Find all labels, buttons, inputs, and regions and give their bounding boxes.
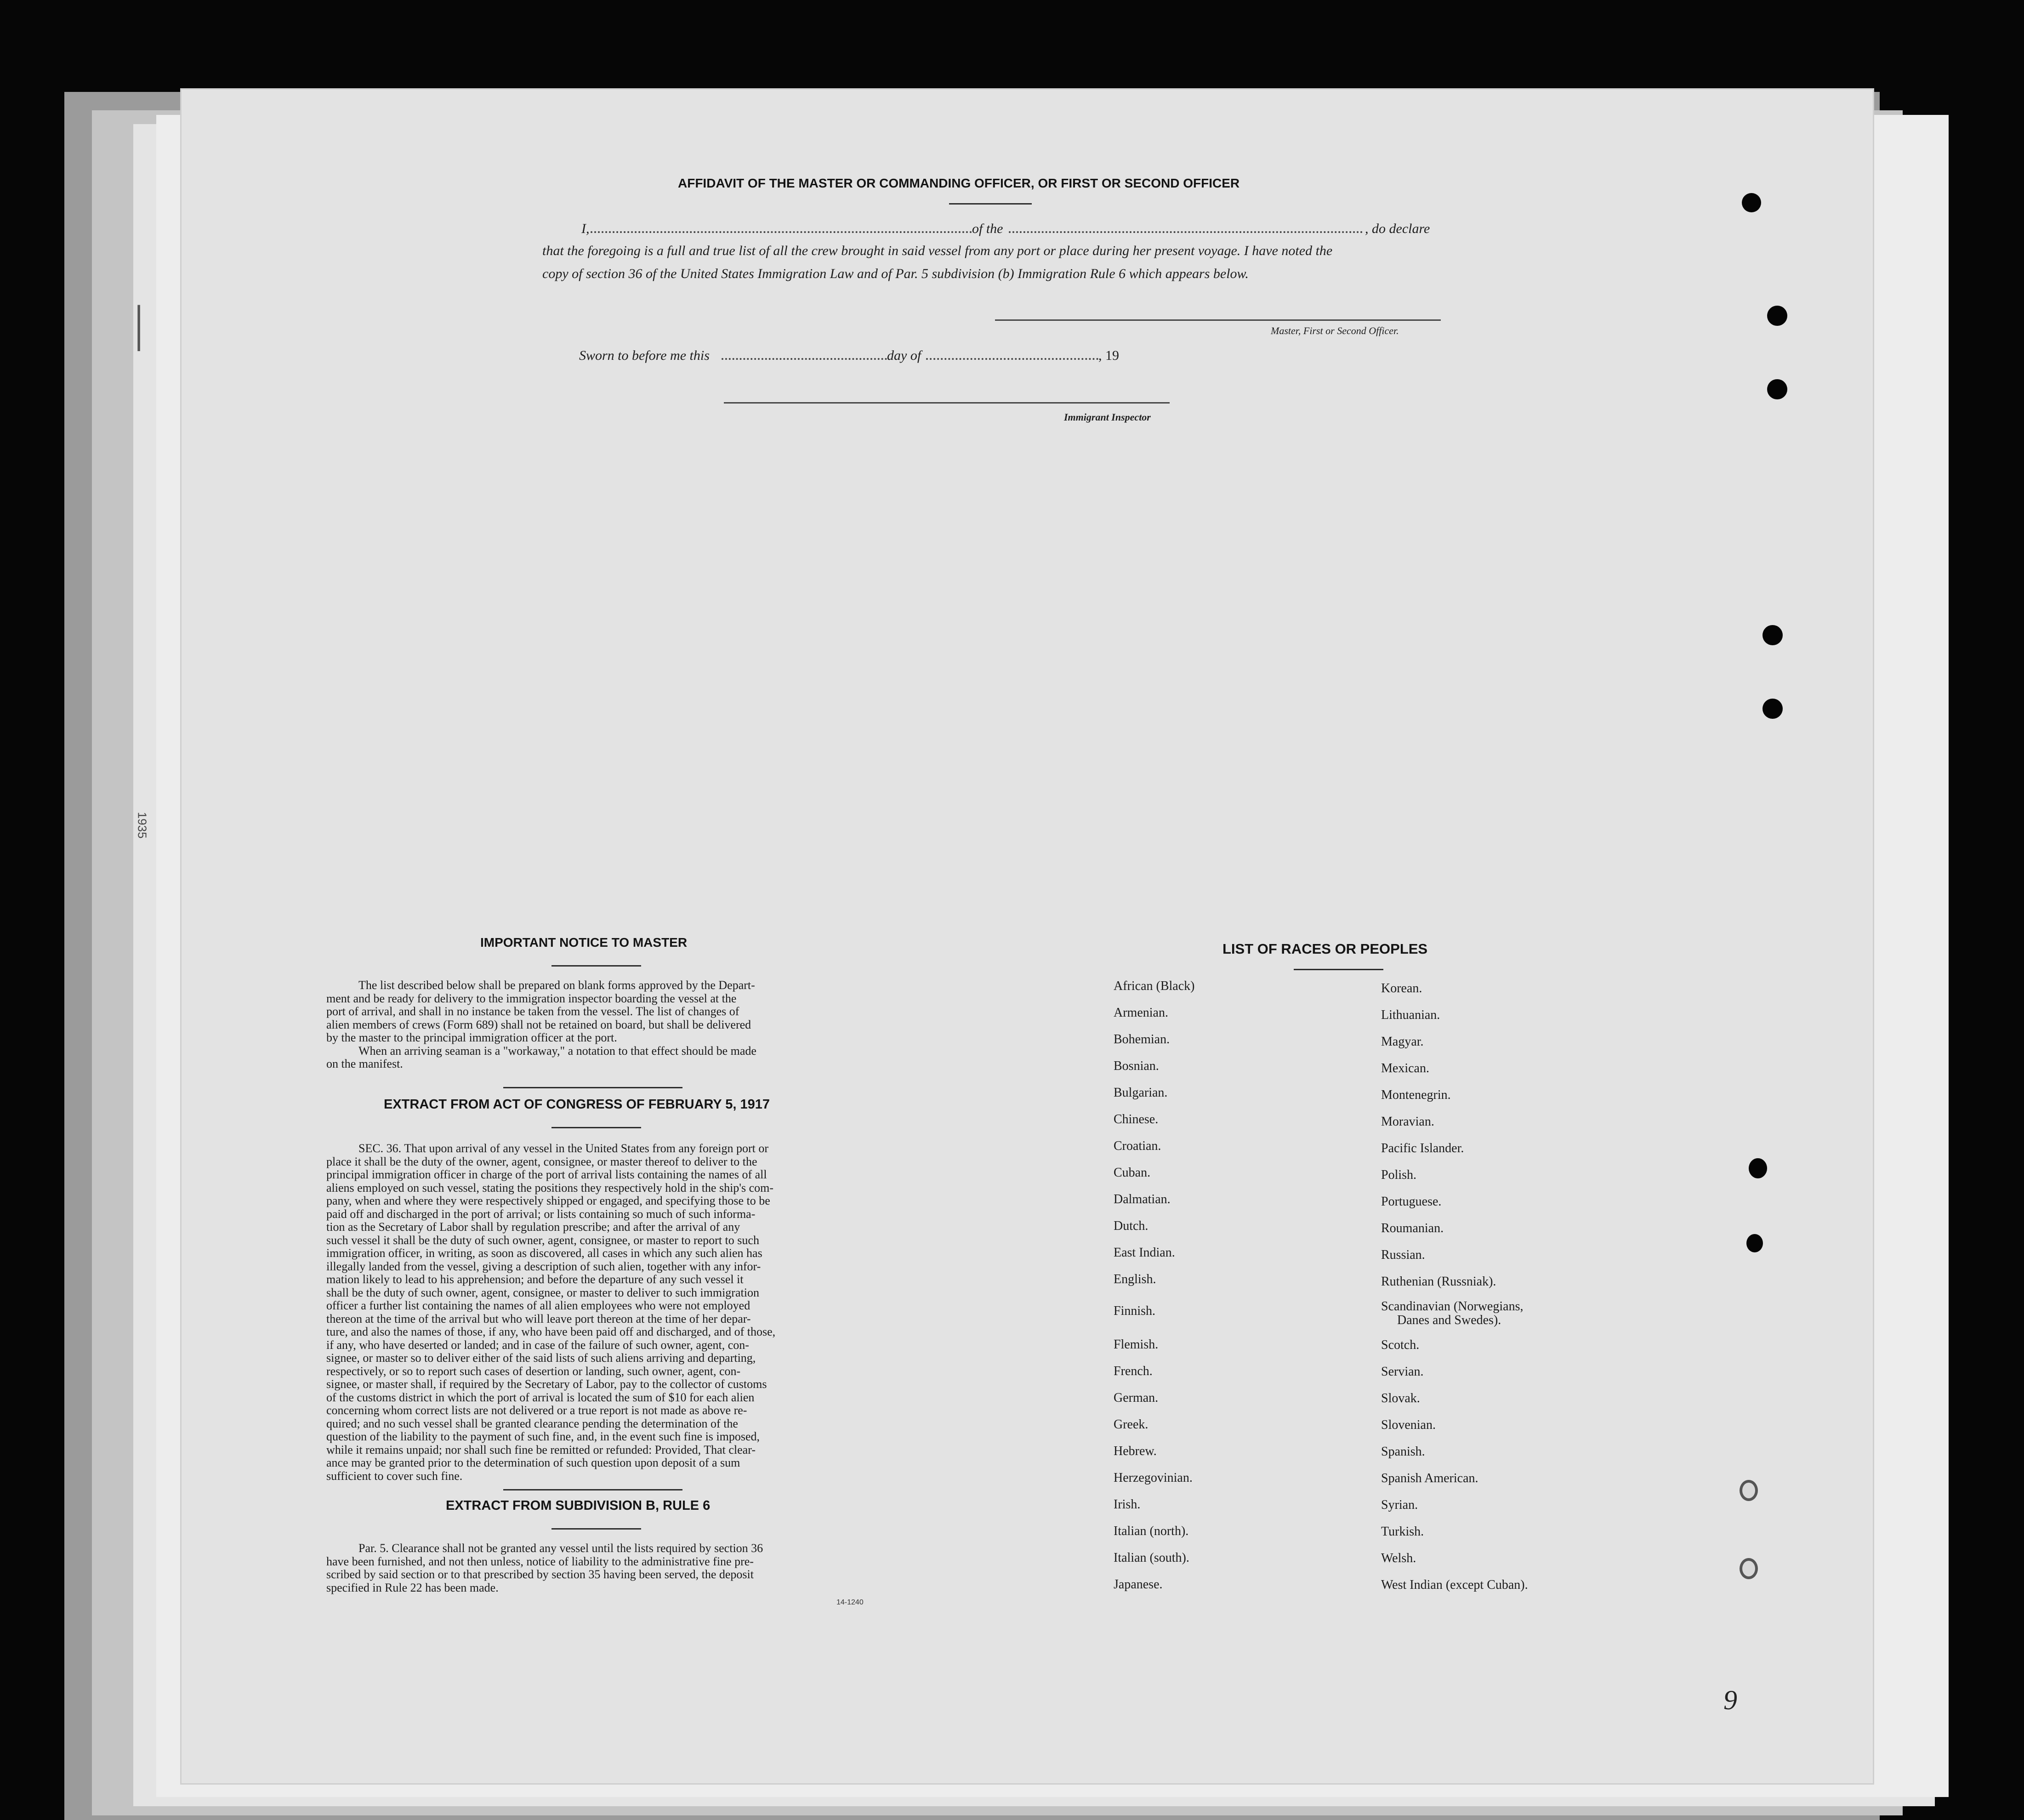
sworn-label: Sworn to before me this bbox=[579, 348, 710, 363]
race-item: Spanish. bbox=[1381, 1445, 1425, 1459]
race-item: Roumanian. bbox=[1381, 1221, 1444, 1235]
affidavit-declare-label: , do declare bbox=[1365, 221, 1430, 236]
act-line: of the customs district in which the port of arrival is located the sum of $10 for each alien bbox=[326, 1390, 755, 1404]
race-item: Polish. bbox=[1381, 1168, 1417, 1182]
race-item: Danes and Swedes). bbox=[1397, 1313, 1501, 1327]
act-line: while it remains unpaid; nor shall such fine be remitted or refunded: Provided, That clear- bbox=[326, 1443, 756, 1456]
race-item: Servian. bbox=[1381, 1365, 1424, 1379]
sworn-year-label: , 19 bbox=[1098, 348, 1119, 363]
act-line: mation likely to lead to his apprehension; and before the departure of any such vessel it bbox=[326, 1273, 744, 1286]
binder-hole bbox=[1767, 306, 1787, 326]
act-line: ture, and also the names of those, if any, who have been paid off and discharged, and of those, bbox=[326, 1325, 776, 1338]
handwritten-page-mark: 9 bbox=[1723, 1685, 1737, 1715]
race-item: African (Black) bbox=[1114, 979, 1195, 993]
affidavit-heading: AFFIDAVIT OF THE MASTER OR COMMANDING OFFICER, OR FIRST OR SECOND OFFICER bbox=[678, 176, 1240, 190]
act-line: place it shall be the duty of the owner, agent, consignee, or master thereof to deliver to the bbox=[326, 1155, 757, 1168]
act-line: signee, or master shall, if required by the Secretary of Labor, pay to the collector of customs bbox=[326, 1377, 767, 1391]
race-item: Bulgarian. bbox=[1114, 1086, 1168, 1100]
act-line: ance may be granted prior to the determination of such question upon deposit of a sum bbox=[326, 1456, 740, 1469]
race-item: German. bbox=[1114, 1391, 1159, 1405]
master-caption: Master, First or Second Officer. bbox=[1271, 325, 1399, 336]
race-item: Montenegrin. bbox=[1381, 1088, 1451, 1102]
race-item: Chinese. bbox=[1114, 1112, 1159, 1126]
side-number: 1935 bbox=[135, 812, 149, 839]
vessel-field-line[interactable] bbox=[1009, 231, 1363, 233]
left-edge-strip bbox=[131, 294, 172, 846]
race-item: Armenian. bbox=[1114, 1006, 1168, 1020]
act-line: pany, when and where they were respectively shipped or engaged, and specifying those to be bbox=[326, 1194, 770, 1207]
act-line: shall be the duty of such owner, agent, consignee, or master to deliver to such immigration bbox=[326, 1285, 759, 1299]
section-rule bbox=[503, 1087, 682, 1088]
binder-ring bbox=[1740, 1558, 1758, 1579]
act-paragraph bbox=[326, 1142, 869, 1483]
affidavit-line-3: copy of section 36 of the United States Immigration Law and of Par. 5 subdivision (b) Immigration Rule 6 which appears below. bbox=[542, 266, 1249, 281]
form-number: 14-1240 bbox=[836, 1598, 864, 1606]
act-line: illegally landed from the vessel, giving a description of such alien, together with any infor- bbox=[326, 1259, 761, 1273]
act-line: officer a further list containing the names of all alien employees who were not employed bbox=[326, 1299, 750, 1312]
race-item: Spanish American. bbox=[1381, 1471, 1478, 1485]
race-item: Dutch. bbox=[1114, 1219, 1148, 1233]
notice-line: ment and be ready for delivery to the immigration inspector boarding the vessel at the bbox=[326, 991, 737, 1005]
rule6-paragraph bbox=[326, 1542, 869, 1594]
race-item: Flemish. bbox=[1114, 1337, 1159, 1352]
race-item: Bosnian. bbox=[1114, 1059, 1159, 1073]
rule6-line: specified in Rule 22 has been made. bbox=[326, 1581, 499, 1594]
notice-line: by the master to the principal immigration officer at the port. bbox=[326, 1031, 617, 1044]
race-item: Ruthenian (Russniak). bbox=[1381, 1274, 1496, 1289]
race-item: Herzegovinian. bbox=[1114, 1471, 1193, 1485]
inspector-signature-line[interactable] bbox=[724, 402, 1170, 404]
affidavit-of-the-label: of the bbox=[972, 221, 1003, 236]
races-heading: LIST OF RACES OR PEOPLES bbox=[1222, 941, 1428, 957]
binder-hole bbox=[1762, 699, 1783, 719]
act-line: concerning whom correct lists are not delivered or a true report is not made as above re- bbox=[326, 1404, 747, 1417]
act-heading: EXTRACT FROM ACT OF CONGRESS OF FEBRUARY 5, 1917 bbox=[384, 1097, 770, 1112]
race-item: Italian (south). bbox=[1114, 1551, 1189, 1565]
race-item: Bohemian. bbox=[1114, 1032, 1170, 1046]
heading-rule bbox=[551, 1127, 641, 1128]
section-rule bbox=[503, 1489, 682, 1490]
binder-ring bbox=[1740, 1480, 1758, 1501]
rule6-line: have been furnished, and not then unless, notice of liability to the administrative fine pre- bbox=[326, 1554, 754, 1568]
affidavit-line-2: that the foregoing is a full and true list of all the crew brought in said vessel from any port or place during her present voyage. I have noted the bbox=[542, 243, 1333, 258]
name-field-line[interactable] bbox=[591, 231, 972, 233]
act-line: tion as the Secretary of Labor shall by regulation prescribe; and after the arrival of any bbox=[326, 1220, 740, 1234]
race-item: Dalmatian. bbox=[1114, 1192, 1171, 1206]
race-item: Syrian. bbox=[1381, 1498, 1418, 1512]
race-item: Croatian. bbox=[1114, 1139, 1161, 1153]
notice-line: When an arriving seaman is a "workaway," a notation to that effect should be made bbox=[358, 1044, 756, 1058]
race-item: French. bbox=[1114, 1364, 1153, 1378]
race-item: Welsh. bbox=[1381, 1551, 1416, 1565]
race-item: Slovenian. bbox=[1381, 1418, 1436, 1432]
inspector-caption: Immigrant Inspector bbox=[1064, 411, 1151, 423]
race-item: Hebrew. bbox=[1114, 1444, 1157, 1458]
act-line: if any, who have deserted or landed; and in case of the failure of such owner, agent, con- bbox=[326, 1338, 749, 1352]
heading-rule bbox=[1294, 969, 1383, 970]
rule6-line: Par. 5. Clearance shall not be granted any vessel until the lists required by section 36 bbox=[358, 1541, 763, 1555]
act-line: signee, or master so to deliver either of the said lists of such aliens arriving and departing, bbox=[326, 1351, 756, 1365]
binder-hole bbox=[1767, 379, 1787, 399]
act-line: such vessel it shall be the duty of such owner, agent, consignee, or master to report to such bbox=[326, 1233, 759, 1247]
rule6-heading: EXTRACT FROM SUBDIVISION B, RULE 6 bbox=[446, 1498, 711, 1513]
binder-hole bbox=[1742, 193, 1761, 212]
race-item: Korean. bbox=[1381, 981, 1422, 995]
act-line: principal immigration officer in charge of the port of arrival lists containing the names of all bbox=[326, 1168, 767, 1181]
race-item: Irish. bbox=[1114, 1497, 1141, 1512]
act-line: paid off and discharged in the port of arrival; or lists containing so much of such informa- bbox=[326, 1207, 756, 1221]
race-item: Russian. bbox=[1381, 1248, 1425, 1262]
act-line: immigration officer, in writing, as soon as discovered, all cases in which any such alien has bbox=[326, 1246, 762, 1260]
race-item: Lithuanian. bbox=[1381, 1008, 1440, 1022]
notice-heading: IMPORTANT NOTICE TO MASTER bbox=[480, 935, 688, 950]
race-item: Scotch. bbox=[1381, 1338, 1420, 1352]
race-item: Mexican. bbox=[1381, 1061, 1429, 1075]
race-item: West Indian (except Cuban). bbox=[1381, 1578, 1528, 1592]
binder-hole bbox=[1746, 1234, 1763, 1252]
master-signature-line[interactable] bbox=[995, 319, 1441, 321]
binder-hole bbox=[1762, 625, 1783, 645]
notice-line: port of arrival, and shall in no instance be taken from the vessel. The list of changes of bbox=[326, 1005, 739, 1018]
heading-rule bbox=[949, 203, 1032, 205]
act-line: question of the liability to the payment of such fine, and, in the event such fine is imposed, bbox=[326, 1430, 760, 1443]
act-line: thereon at the time of the arrival but who will leave port thereon at the time of her depar- bbox=[326, 1312, 751, 1325]
race-item: Pacific Islander. bbox=[1381, 1141, 1464, 1155]
notice-line: The list described below shall be prepared on blank forms approved by the Depart- bbox=[358, 978, 755, 992]
sworn-date-field-line[interactable] bbox=[722, 358, 887, 360]
rule6-line: scribed by said section or to that prescribed by section 35 having been served, the deposit bbox=[326, 1568, 754, 1581]
act-line: quired; and no such vessel shall be granted clearance pending the determination of the bbox=[326, 1416, 738, 1430]
binder-hole bbox=[1749, 1158, 1767, 1178]
race-item: Greek. bbox=[1114, 1417, 1148, 1432]
act-line: aliens employed on such vessel, stating the positions they respectively hold in the ship's com- bbox=[326, 1181, 774, 1194]
race-item: English. bbox=[1114, 1272, 1156, 1286]
affidavit-i-label: I, bbox=[581, 221, 590, 236]
race-item: Magyar. bbox=[1381, 1035, 1424, 1049]
act-line: sufficient to cover such fine. bbox=[326, 1469, 463, 1483]
race-item: Portuguese. bbox=[1381, 1194, 1442, 1209]
race-item: East Indian. bbox=[1114, 1246, 1175, 1260]
notice-line: on the manifest. bbox=[326, 1057, 403, 1070]
race-item: Slovak. bbox=[1381, 1391, 1420, 1405]
notice-line: alien members of crews (Form 689) shall not be retained on board, but shall be delivered bbox=[326, 1018, 751, 1031]
race-item: Moravian. bbox=[1381, 1115, 1434, 1129]
race-item: Turkish. bbox=[1381, 1524, 1424, 1539]
form-sheet bbox=[182, 90, 1873, 1783]
race-item: Italian (north). bbox=[1114, 1524, 1189, 1538]
race-item: Finnish. bbox=[1114, 1304, 1156, 1318]
heading-rule bbox=[551, 965, 641, 967]
act-line: respectively, or so to report such cases of desertion or landing, such owner, agent, con- bbox=[326, 1364, 741, 1378]
race-item: Scandinavian (Norwegians, bbox=[1381, 1299, 1524, 1314]
race-item: Japanese. bbox=[1114, 1577, 1163, 1592]
notice-paragraph bbox=[326, 979, 869, 1071]
sworn-month-field-line[interactable] bbox=[926, 358, 1098, 360]
act-line: SEC. 36. That upon arrival of any vessel in the United States from any foreign port or bbox=[358, 1142, 768, 1155]
edge-handwriting: | bbox=[131, 295, 145, 351]
heading-rule bbox=[551, 1528, 641, 1530]
sworn-day-label: day of bbox=[887, 348, 921, 363]
race-item: Cuban. bbox=[1114, 1166, 1151, 1180]
